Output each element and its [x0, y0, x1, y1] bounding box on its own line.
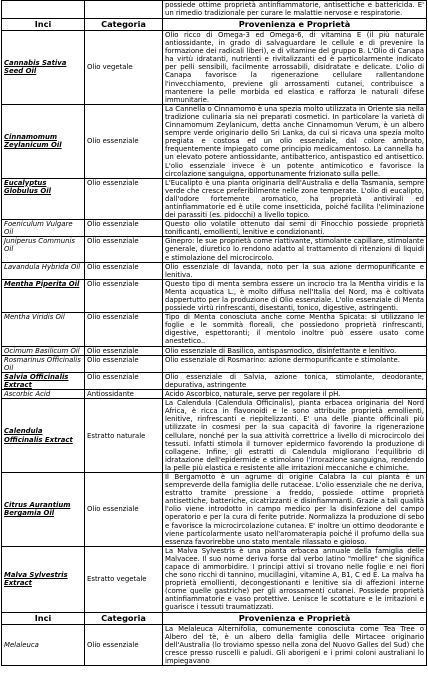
category-cell: Olio essenziale — [85, 313, 163, 346]
empty-cell — [85, 1, 163, 19]
table-row — [2, 624, 427, 665]
table-row — [2, 279, 427, 312]
table-row — [2, 472, 427, 546]
inci-name: Eucalyptus Globulus Oil — [2, 178, 85, 219]
inci-name: Malva Sylvestris Extract — [2, 546, 85, 612]
category-cell: Olio essenziale — [85, 262, 163, 279]
table-row — [2, 178, 427, 219]
category-cell: Estratto naturale — [85, 399, 163, 473]
category-cell: Antiossidante — [85, 390, 163, 399]
header-inci: Inci — [2, 19, 85, 31]
category-cell: Estratto vegetale — [85, 546, 163, 612]
table-row — [2, 313, 427, 346]
category-cell: Olio vegetale — [85, 31, 163, 105]
header-category: Categoria — [85, 19, 163, 31]
category-cell: Olio essenziale — [85, 355, 163, 372]
inci-name: Calendula Officinalis Extract — [2, 399, 85, 473]
inci-name: Rosmarinus Officinalis Oil — [2, 355, 85, 372]
description-cell: La Melaleuca Alternifolia, comunemente conosciuta come Tea Tree o Albero del tè, è un albero della famiglia delle Mirtacee originario dell'Australia (lo troviamo spesso nella zona del Nuovo Galles del Sud) che cresce presso ruscelli e paludi. Gli aborigeni e i primi coloni australiani lo impiegavano — [163, 624, 427, 665]
description-cell: Questo olio volatile ottenuto dai semi di Finocchio possiede proprietà tonificanti, emollienti, lenitive e condizionanti. — [163, 220, 427, 237]
table-row — [2, 262, 427, 279]
header-origin: Provenienza e Proprietà — [163, 612, 427, 624]
description-cell: Tipo di Menta conosciuta anche come Mentha Spicata: si utilizzano le foglie e le sommità floreali, che possiedono proprietà rinfrescanti, digestive, espettoranti; il mentolo inoltre può essere usato come anestetico.. — [163, 313, 427, 346]
description-cell: possiede ottime proprietà antinfiammatorie, antisettiche e battericida. E' un rimedio tradizionale per curare le malattie nervose e respiratorie. — [163, 1, 427, 19]
header-category: Categoria — [85, 612, 163, 624]
description-cell: Olio essenziale di Basilico, antispasmodico, disinfettante e lenitivo. — [163, 346, 427, 355]
table-row — [2, 220, 427, 237]
inci-name: Cinnamomum Zeylanicum Oil — [2, 104, 85, 178]
description-cell: La Cannella o Cinnamomo è una spezia molto utilizzata in Oriente sia nella tradizione culinaria sia nei preparati cosmetici. In particolare la varietà di Cinnamomum Zeylanicum, detta anche Cinnamomun Verum, è un albero sempre verde originario dello Sri Lanka, da cui si ricava una spezia molto pregiata e costosa ed un olio essenziale, dal colore ambrato, frequentemente impiegato come principio medicamentoso. La cannella ha un elevato potere antiossidante, antibatterico, antispastico ed antisettico. L'olio essenziale invece è un potente antimicotico e favorisce la circolazione sanguigna, opportunamente frizionato sulla pelle. — [163, 104, 427, 178]
category-cell: Olio essenziale — [85, 472, 163, 546]
table-header — [2, 19, 427, 31]
description-cell: Il Bergamotto è un agrume di origine Calabra la cui pianta è un sempreverde della famiglia delle rutaceae. L'olio essenziale che ne deriva, estratto tramite pressione a freddo, possiede ottime proprietà antisettiche, batteriche, cicatrizzanti e disinfiammanti. Grazie a tali qualità l'olio viene introdotto in campo medico per la disinfezione del campo operatorio e per la cura di ferite putride. Normalizza la produzione di sebo e favorisce la microcircolazione cutanea. E' inoltre un ottimo deodorante e viene particolarmente usato nell'aromaterapia poiché il profumo della sua essenza favorirebbe uno stato mentale rilassato e gioioso. — [163, 472, 427, 546]
table-row — [2, 390, 427, 399]
table-row — [2, 355, 427, 372]
category-cell: Olio essenziale — [85, 372, 163, 389]
inci-name: Lavandula Hybrida Oil — [2, 262, 85, 279]
table-row — [2, 546, 427, 612]
table-row — [2, 372, 427, 389]
table-row — [2, 237, 427, 262]
ingredients-table — [1, 0, 427, 666]
table-row — [2, 346, 427, 355]
description-cell: Questo tipo di menta sembra essere un incrocio tra la Mentha viridis e la Menta acquatica L., è molto diffusa nell'Italia del Nord, ma è coltivata dappertutto per la produzione di Olio essenziale. L'olio essenziale di Menta possiede virtù rinfrescanti, disestanti, tonico, digestive, astringenti. — [163, 279, 427, 312]
inci-name: Mentha Viridis Oil — [2, 313, 85, 346]
description-cell: La Malva Sylvestris è una pianta erbacea annuale della famiglia delle Malvacee. Il suo nome deriva forse dal verbo latino "mollire" che significa capace di ammorbidire. I principi attivi si trovano nelle foglie e nei fiori che sono ricchi di tannino, mucillagini, vitamine A, B1, C ed E. La malva ha proprietà emollienti, decongestionanti e lenitive sia di affezioni interne (come quelle gastriche) per gli arrossamenti cutanei. Possiede proprietà antinfiammatorie e vaso protettive. Lenisce le scottature e le irritazioni e guarisce i tessuti traumatizzati. — [163, 546, 427, 612]
category-cell: Olio essenziale — [85, 237, 163, 262]
description-cell: Olio essenziale di Salvia, azione tonica, stimolante, deodorante, depurativa, astringente — [163, 372, 427, 389]
table-row-continuation — [2, 1, 427, 19]
inci-name: Foeniculum Vulgare Oil — [2, 220, 85, 237]
category-cell: Olio essenziale — [85, 220, 163, 237]
description-cell: Acido Ascorbico, naturale, serve per regolare il pH. — [163, 390, 427, 399]
category-cell: Olio essenziale — [85, 624, 163, 665]
inci-name: Citrus Aurantium Bergamia Oil — [2, 472, 85, 546]
table-row — [2, 31, 427, 105]
category-cell: Olio essenziale — [85, 346, 163, 355]
inci-name: Juniperus Communis Oil — [2, 237, 85, 262]
inci-name: Mentha Piperita Oil — [2, 279, 85, 312]
category-cell: Olio essenziale — [85, 178, 163, 219]
table-row — [2, 399, 427, 473]
inci-name: Cannabis Sativa Seed Oil — [2, 31, 85, 105]
description-cell: Ginepro: le sue proprietà come riattivante, stimolante capillare, stimolante generale, diuretico lo rendono adatto al trattamento di ritenzioni di liquidi e stimolazione del microcircolo. — [163, 237, 427, 262]
empty-cell — [2, 1, 85, 19]
description-cell: Olio essenziale di Rosmarino: azione dermopurificante e stimolante. — [163, 355, 427, 372]
inci-name: Ocimum Basilicum Oil — [2, 346, 85, 355]
description-cell: Olio essenziale di lavanda, noto per la sua azione dermopurificante e lenitiva. — [163, 262, 427, 279]
description-cell: L'Eucalipto è una pianta originaria dell'Australia e della Tasmania, sempre verde che cresce preferibilmente nelle zone temperate. L'olio di eucalipto, dall'odore fortemente aromatico, ha proprietà antivirali ed antinfiammatorie ed è utile come insetticida, poiché facilita l'eliminazione dei parassiti (es. pidocchi) a livello topico. — [163, 178, 427, 219]
table-row — [2, 104, 427, 178]
description-cell: La Calendula (Calendula Officinalis), pianta erbacea originaria del Nord Africa, è ricca in flavonoidi e le sono attribuite proprietà emollienti, lenitive, rinfrescanti e riepitelizzanti. E' una delle piante officinali più utilizzate in cosmesi per la sua capacità di favorire la rigenerazione cellulare, nonché per la sua attività correttrice a livello di microcircolo dei tessuti. Infatti stimola il turnover epidermico favorendo la produzione di collagene. Infine, gli estratti di Calendula migliorano l'equilibrio di idratazione dell'epidermide e stimolano l'irrorazione sanguigna, rendendo la pelle più elastica e resistente alle irritazioni meccaniche e chimiche. — [163, 399, 427, 473]
category-cell: Olio essenziale — [85, 104, 163, 178]
inci-name: Salvia Officinalis Extract — [2, 372, 85, 389]
category-cell: Olio essenziale — [85, 279, 163, 312]
header-inci: Inci — [2, 612, 85, 624]
header-origin: Provenienza e Proprietà — [163, 19, 427, 31]
inci-name: Ascorbic Acid — [2, 390, 85, 399]
inci-name: Melaleuca — [2, 624, 85, 665]
description-cell: Olio ricco di Omega-3 ed Omega-6, di vitamina E (il più naturale antiossidante, in grado di salvaguardare le cellule e di prevenire la formazione dei radicali liberi), e di vitamine del gruppo B. L'Olio di Canapa ha virtù idratanti, nutrienti e rivitalizzanti ed è particolarmente indicato per pelli sensibili, facilmente arrossabili, disidratate e delicate. L'olio di Canapa favorisce la rigenerazione cellulare rallentandone l'invecchiamento, previene gli arrossamenti cutanei, contribuisce a mantenere la pelle morbida ed elastica e rafforza le naturali difese immunitarie. — [163, 31, 427, 105]
table-header-repeat — [2, 612, 427, 624]
